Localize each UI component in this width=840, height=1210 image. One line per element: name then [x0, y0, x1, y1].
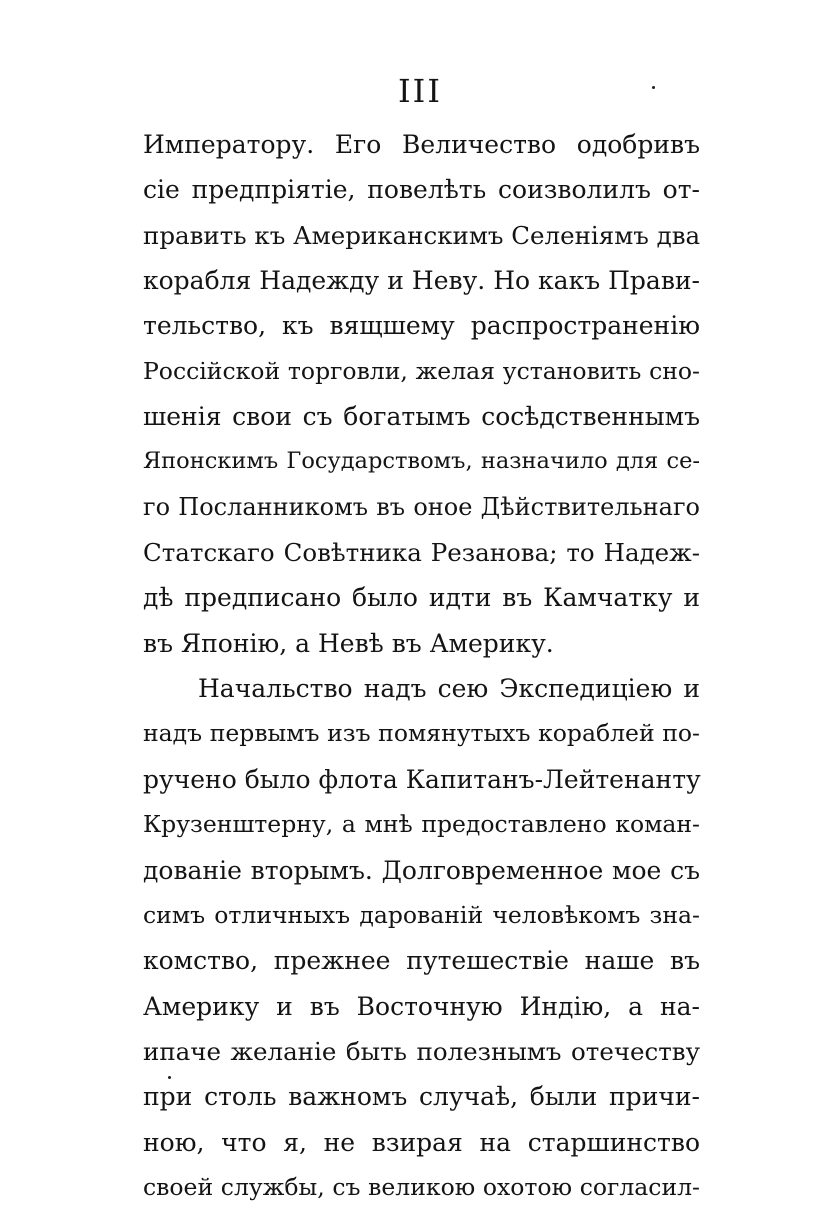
text-line: Крузенштерну, а мнѣ предоставлено коман-	[143, 810, 700, 839]
text-line: править къ Американскимъ Селеніямъ два	[143, 220, 701, 250]
text-line: сіе предпріятіе, повелѣть соизволилъ от-	[143, 175, 700, 205]
text-line: корабля Надежду и Неву. Но какъ Прави-	[143, 266, 700, 296]
text-line: надъ первымъ изъ помянутыхъ кораблей по-	[143, 719, 700, 748]
print-speck	[168, 1076, 171, 1079]
text-line: симъ отличныхъ дарованій человѣкомъ зна-	[143, 900, 700, 929]
page-number: III	[398, 72, 442, 110]
text-line: своей службы, съ великою охотою согласил-	[143, 1172, 700, 1201]
text-line: ипаче желаніе быть полезнымъ отечеству	[143, 1036, 700, 1066]
text-line: ною, что я, не взирая на старшинство	[143, 1127, 700, 1157]
text-line: дѣ предписано было идти въ Камчатку и	[143, 583, 700, 613]
text-line: при столь важномъ случаѣ, были причи-	[143, 1082, 700, 1112]
text-line: ручено было флота Капитанъ-Лейтенанту	[143, 764, 701, 794]
text-line: Америку и въ Восточную Индію, а на-	[143, 991, 700, 1021]
paragraph-start-line: Начальство надъ сею Экспедиціею и	[198, 674, 700, 704]
text-line: Японскимъ Государствомъ, назначило для се-	[143, 448, 700, 475]
text-line: дованіе вторымъ. Долговременное мое съ	[143, 855, 700, 885]
text-line: Императору. Его Величество одобривъ	[143, 130, 700, 159]
print-speck	[652, 86, 655, 89]
text-line: Статскаго Совѣтника Резанова; то Надеж-	[143, 538, 700, 568]
paragraph-end-line: въ Японію, а Невѣ въ Америку.	[143, 628, 554, 658]
text-line: го Посланникомъ въ оное Дѣйствительнаго	[143, 492, 700, 521]
text-line: шенія свои съ богатымъ сосѣдственнымъ	[143, 402, 700, 432]
text-line: Россійской торговли, желая установить сно-	[143, 356, 700, 385]
text-line: тельство, къ вящшему распространенію	[143, 311, 700, 341]
text-line: комство, прежнее путешествіе наше въ	[143, 946, 700, 976]
body-text	[143, 122, 700, 1210]
